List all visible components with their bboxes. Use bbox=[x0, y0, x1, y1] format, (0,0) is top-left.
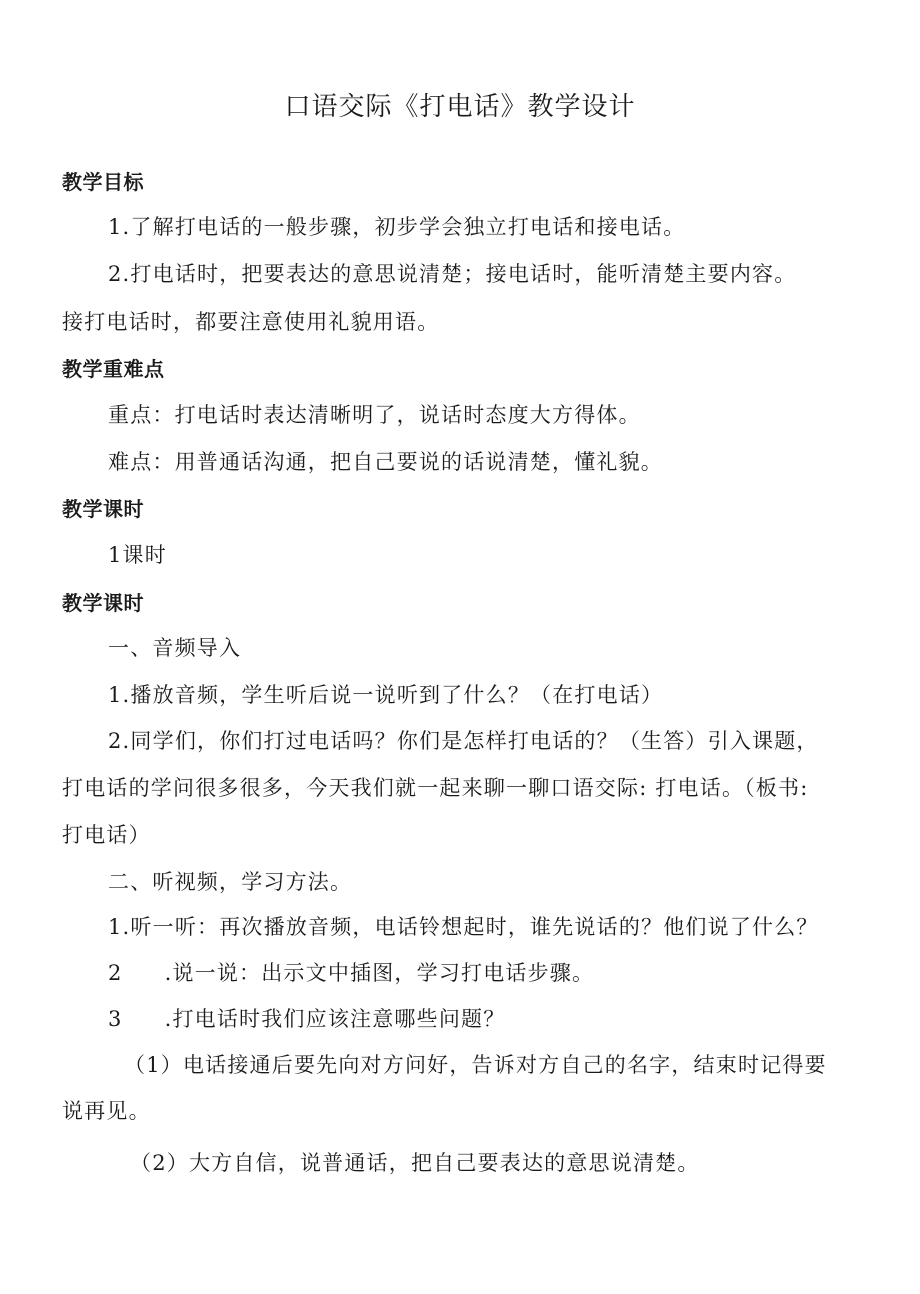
note-1: （1）电话接通后要先向对方问好，告诉对方自己的名字，结束时记得要 bbox=[124, 1053, 827, 1077]
section-heading-goals: 教学目标 bbox=[62, 170, 144, 194]
part-2-item-3-text: .打电话时我们应该注意哪些问题？ bbox=[164, 1007, 506, 1031]
part-1-item-2-continued: 打电话的学问很多很多，今天我们就一起来聊一聊口语交际: 打电话。（板书: bbox=[62, 776, 809, 800]
note-1-continued: 说再见。 bbox=[62, 1099, 151, 1123]
note-2: （2）大方自信，说普通话，把自己要表达的意思说清楚。 bbox=[130, 1151, 700, 1175]
section-heading-key-points: 教学重难点 bbox=[62, 357, 165, 381]
goal-item-1: 1.了解打电话的一般步骤，初步学会独立打电话和接电话。 bbox=[108, 215, 686, 239]
part-1-item-1: 1.播放音频，学生听后说一说听到了什么？（在打电话） bbox=[108, 683, 664, 707]
part-1-title: 一、音频导入 bbox=[108, 636, 242, 660]
part-2-title: 二、听视频，学习方法。 bbox=[108, 870, 353, 894]
part-2-item-3 bbox=[108, 1005, 505, 1033]
part-2-item-1: 1.听一听：再次播放音频，电话铃想起时，谁先说话的？他们说了什么？ bbox=[108, 915, 819, 939]
part-2-item-2 bbox=[108, 959, 594, 987]
goal-item-2-continued: 接打电话时，都要注意使用礼貌用语。 bbox=[62, 310, 440, 334]
part-2-item-2-text: .说一说：出示文中插图，学习打电话步骤。 bbox=[164, 961, 595, 985]
goal-item-2: 2.打电话时，把要表达的意思说清楚；接电话时，能听清楚主要内容。 bbox=[108, 262, 797, 286]
document-title: 口语交际《打电话》教学设计 bbox=[284, 92, 636, 122]
section-heading-hours: 教学课时 bbox=[62, 497, 144, 521]
part-2-item-2-number: 2 bbox=[108, 961, 123, 985]
part-1-item-2-end: 打电话） bbox=[62, 823, 151, 847]
section-heading-process: 教学课时 bbox=[62, 591, 144, 615]
key-point-focus: 重点：打电话时表达清晰明了，说话时态度大方得体。 bbox=[108, 403, 641, 427]
part-1-item-2: 2.同学们，你们打过电话吗？你们是怎样打电话的？（生答）引入课题， bbox=[108, 729, 819, 753]
hours-value: 1课时 bbox=[108, 543, 167, 567]
part-2-item-3-number: 3 bbox=[108, 1007, 123, 1031]
key-point-difficulty: 难点：用普通话沟通，把自己要说的话说清楚，懂礼貌。 bbox=[108, 450, 663, 474]
